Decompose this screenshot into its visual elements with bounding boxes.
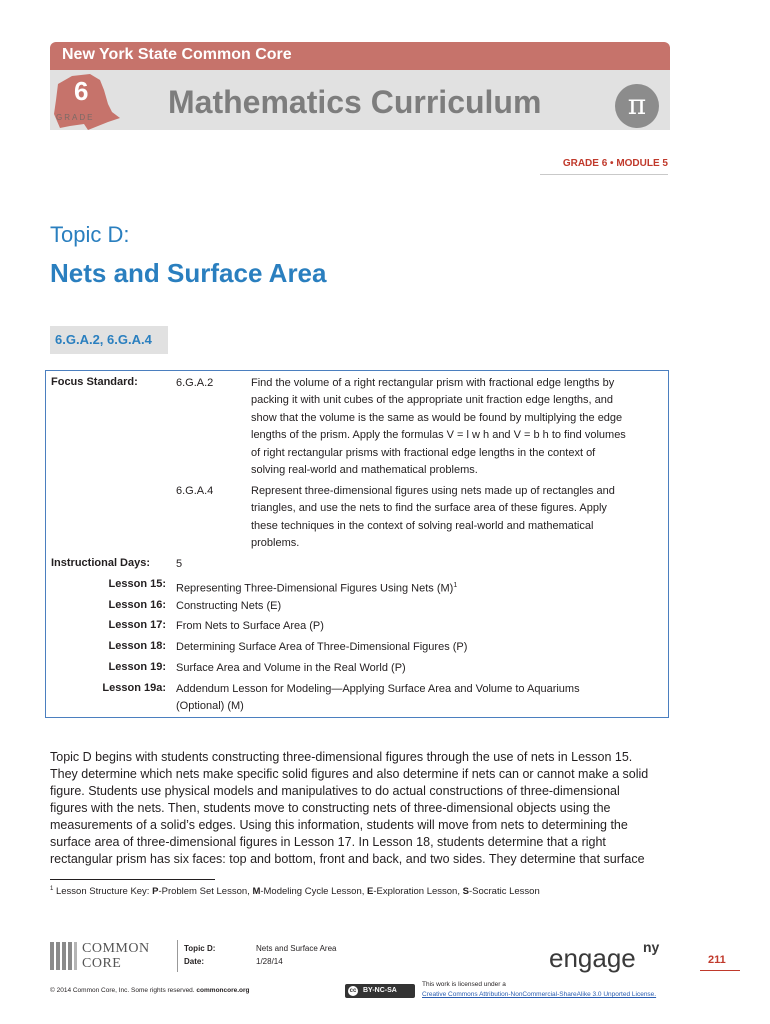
standard-line: triangles, and use the nets to find the surface area of these figures. Apply [251,502,607,515]
standard-line: problems. [251,537,300,550]
module-label: GRADE 6 • MODULE 5 [562,158,668,169]
copyright-text: © 2014 Common Core, Inc. Some rights reserved. [50,987,195,994]
paragraph-line: measurements of a solid’s edges. Using this information, students will move from nets to determining the [50,818,628,832]
footnote-text: -Socratic Lesson [468,886,540,897]
footnote-key: M [252,886,261,897]
footnote-text: -Exploration Lesson, [373,886,463,897]
standard-line: Find the volume of a right rectangular prism with fractional edge lengths by [251,377,615,389]
grade-number: 6 [74,76,89,106]
lesson-text: Addendum Lesson for Modeling—Applying Surface Area and Volume to Aquariums [176,683,580,695]
module-divider [540,174,668,175]
lesson-label: Lesson 18: [108,640,166,652]
standard-line: solving real-world and mathematical problems. [251,464,478,477]
lesson-title: From Nets to Surface Area (P) [176,620,324,632]
footer-date-value: 1/28/14 [256,957,283,966]
standard-code: 6.G.A.2 [176,377,214,389]
footer-divider [177,940,178,972]
paragraph-line: figure. Students use physical models and manipulatives to do actual constructions of three-dimensional [50,784,620,798]
footnote-prefix: Lesson Structure Key: [55,886,153,897]
lesson-label: Lesson 17: [108,619,166,631]
cc-icon: cc [349,988,357,994]
footnote-divider [50,879,215,880]
license-text: This work is licensed under a [422,981,506,988]
topic-title: Nets and Surface Area [50,258,327,288]
footnote-ref: 1 [453,582,458,589]
lesson-title: Determining Surface Area of Three-Dimensional Figures (P) [176,641,468,653]
paragraph-line: They determine which nets make specific solid figures and also determine if nets can or cannot make a solid [50,767,649,781]
lesson-title: Constructing Nets (E) [176,600,282,612]
cc-badge-label: BY-NC-SA [363,987,397,994]
footnote-text: -Problem Set Lesson, [158,886,253,897]
curriculum-banner [50,42,670,70]
lesson-title [176,577,457,598]
footer-date-label: Date: [184,957,205,966]
paragraph-line: surface area of three-dimensional figures in Lesson 17. In Lesson 18, students determine that a right [50,835,606,849]
footnote-text: -Modeling Cycle Lesson, [260,886,368,897]
instructional-days-value: 5 [176,558,183,570]
lesson-label: Lesson 15: [108,578,166,590]
standard-description [251,375,671,479]
standard-line: lengths of the prism. Apply the formulas V = l w h and V = b h to find volumes [251,429,626,442]
page-number-underline [700,970,740,971]
grade-word: GRADE [56,113,95,122]
footnote-key: E [367,886,374,897]
lesson-label: Lesson 16: [108,599,166,611]
pi-icon: π [615,84,659,128]
lesson-text: Representing Three-Dimensional Figures Using Nets (M) [176,582,454,595]
instructional-days-label: Instructional Days: [51,557,151,569]
standard-code: 6.G.A.4 [176,485,214,497]
page-number: 211 [708,954,726,966]
lesson-title: Surface Area and Volume in the Real World (P) [176,662,406,674]
footer-topic-value: Nets and Surface Area [256,944,337,953]
standards-badge [50,326,168,354]
focus-standard-label: Focus Standard: [51,376,138,388]
common-core-wordmark: CORE [82,956,122,971]
footnote [50,886,540,897]
common-core-wordmark: COMMON [82,941,150,956]
curriculum-title: Mathematics Curriculum [168,84,542,120]
copyright-notice [50,987,250,994]
standard-line: Represent three-dimensional figures using nets made up of rectangles and [251,485,615,497]
engageny-logo-ny: ny [643,939,660,955]
paragraph-line: Topic D begins with students constructing three-dimensional figures through the use of nets in Lesson 15. [50,750,633,764]
standard-line: these techniques in the context of solving real-world and mathematical [251,519,594,532]
lesson-label: Lesson 19: [108,661,166,673]
footnote-number: 1 [50,886,54,892]
paragraph-line: figures with the nets. Then, students move to constructing nets of three-dimensional objects using the [50,801,611,815]
banner-title: New York State Common Core [62,46,292,63]
standard-line: of right rectangular prisms with fractional edge lengths in the context of [251,446,596,459]
copyright-site: commoncore.org [196,987,250,994]
footnote-key: S [462,886,469,897]
paragraph-line: rectangular prism has six faces: top and bottom, front and back, and two sides. They determine that surface [50,852,645,866]
license-link[interactable]: Creative Commons Attribution-NonCommercial-ShareAlike 3.0 Unported License. [422,991,657,998]
standard-line: packing it with unit cubes of the appropriate unit fraction edge lengths, and [251,394,614,407]
standard-line: show that the volume is the same as would be found by multiplying the edge [251,411,623,424]
lesson-label: Lesson 19a: [102,682,166,694]
lesson-text: (Optional) (M) [176,700,244,713]
standards-codes: 6.G.A.2, 6.G.A.4 [55,332,152,347]
footnote-key: P [152,886,159,897]
engageny-logo: engage [549,943,636,973]
common-core-logo-icon [50,942,78,970]
creative-commons-badge[interactable] [345,984,415,998]
lesson-title [176,681,580,716]
topic-overview-paragraph [50,749,675,868]
topic-label: Topic D: [50,222,130,247]
footer-topic-label: Topic D: [184,944,216,953]
standard-description [251,483,671,553]
